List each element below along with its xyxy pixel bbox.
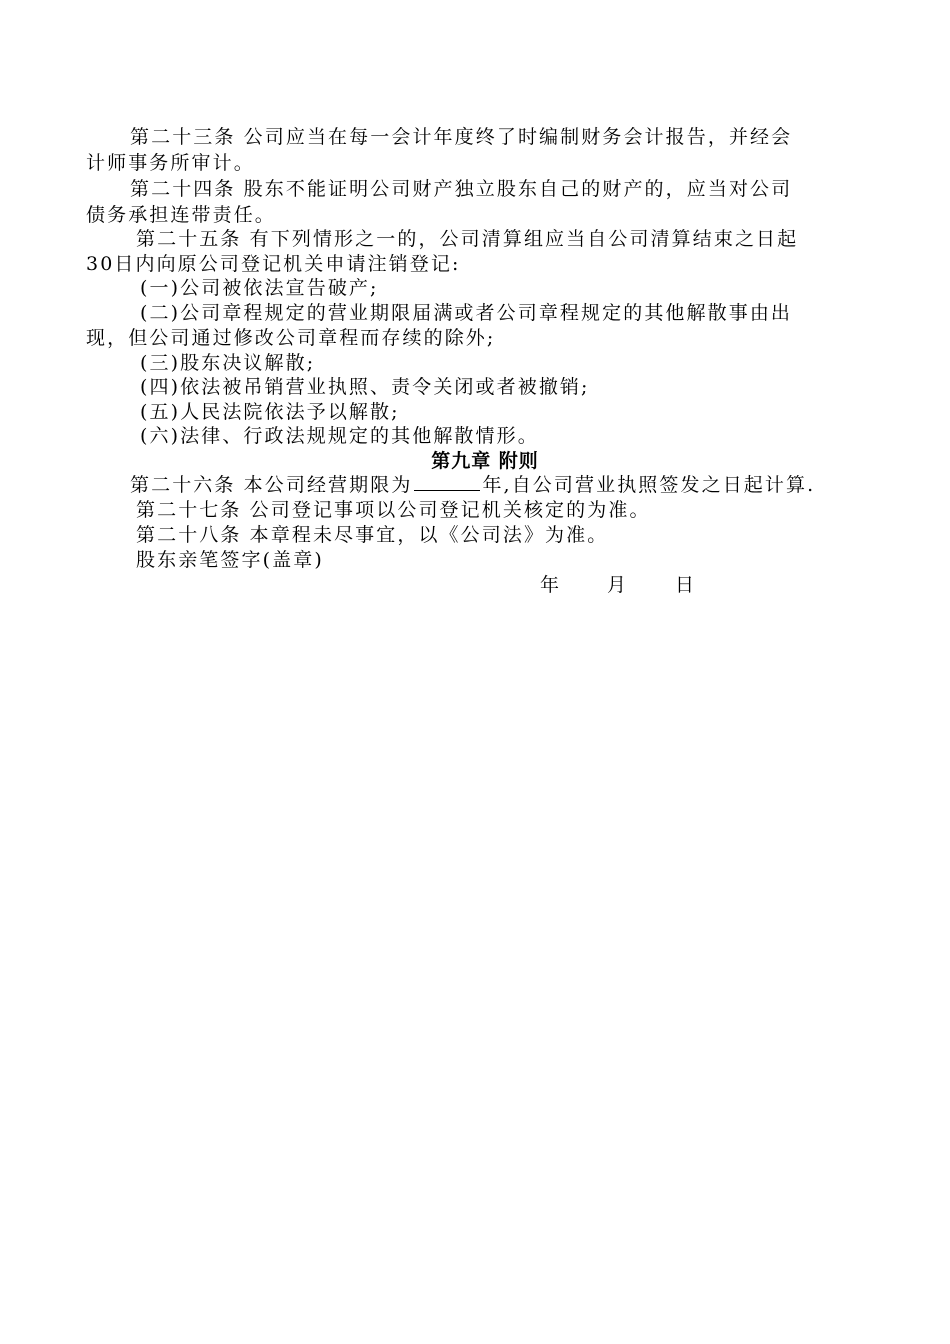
article-26 <box>130 472 815 498</box>
date-year: 年 <box>540 574 560 596</box>
article-27: 第二十七条 公司登记事项以公司登记机关核定的为准。 <box>136 499 651 521</box>
term-blank-field[interactable] <box>414 472 480 491</box>
article-25-item-5: (五)人民法院依法予以解散; <box>140 401 400 423</box>
signature-label: 股东亲笔签字(盖章) <box>136 549 324 571</box>
article-23-line-1: 第二十三条 公司应当在每一会计年度终了时编制财务会计报告，并经会 <box>130 126 793 148</box>
article-25-line-2: 30日内向原公司登记机关申请注销登记: <box>86 253 461 275</box>
date-month: 月 <box>607 574 627 596</box>
article-26-before-blank: 第二十六条 本公司经营期限为 <box>130 474 413 496</box>
article-24-line-2: 债务承担连带责任。 <box>86 204 276 226</box>
article-25-line-1: 第二十五条 有下列情形之一的，公司清算组应当自公司清算结束之日起 <box>136 228 799 250</box>
article-23-line-2: 计师事务所审计。 <box>86 152 255 174</box>
article-25-item-6: (六)法律、行政法规规定的其他解散情形。 <box>140 425 539 447</box>
article-24-line-1: 第二十四条 股东不能证明公司财产独立股东自己的财产的，应当对公司 <box>130 178 793 200</box>
article-25-item-4: (四)依法被吊销营业执照、责令关闭或者被撤销; <box>140 376 590 398</box>
date-day: 日 <box>675 574 695 596</box>
article-25-item-2-line-1: (二)公司章程规定的营业期限届满或者公司章程规定的其他解散事由出 <box>140 302 793 324</box>
article-25-item-2-line-2: 现，但公司通过修改公司章程而存续的除外; <box>86 327 496 349</box>
article-25-item-1: (一)公司被依法宣告破产; <box>140 277 379 299</box>
article-28: 第二十八条 本章程未尽事宜，以《公司法》为准。 <box>136 524 609 546</box>
article-26-after-blank: 年,自公司营业执照签发之日起计算. <box>482 474 816 496</box>
article-25-item-3: (三)股东决议解散; <box>140 352 316 374</box>
chapter-9-title: 第九章 附则 <box>431 450 539 472</box>
